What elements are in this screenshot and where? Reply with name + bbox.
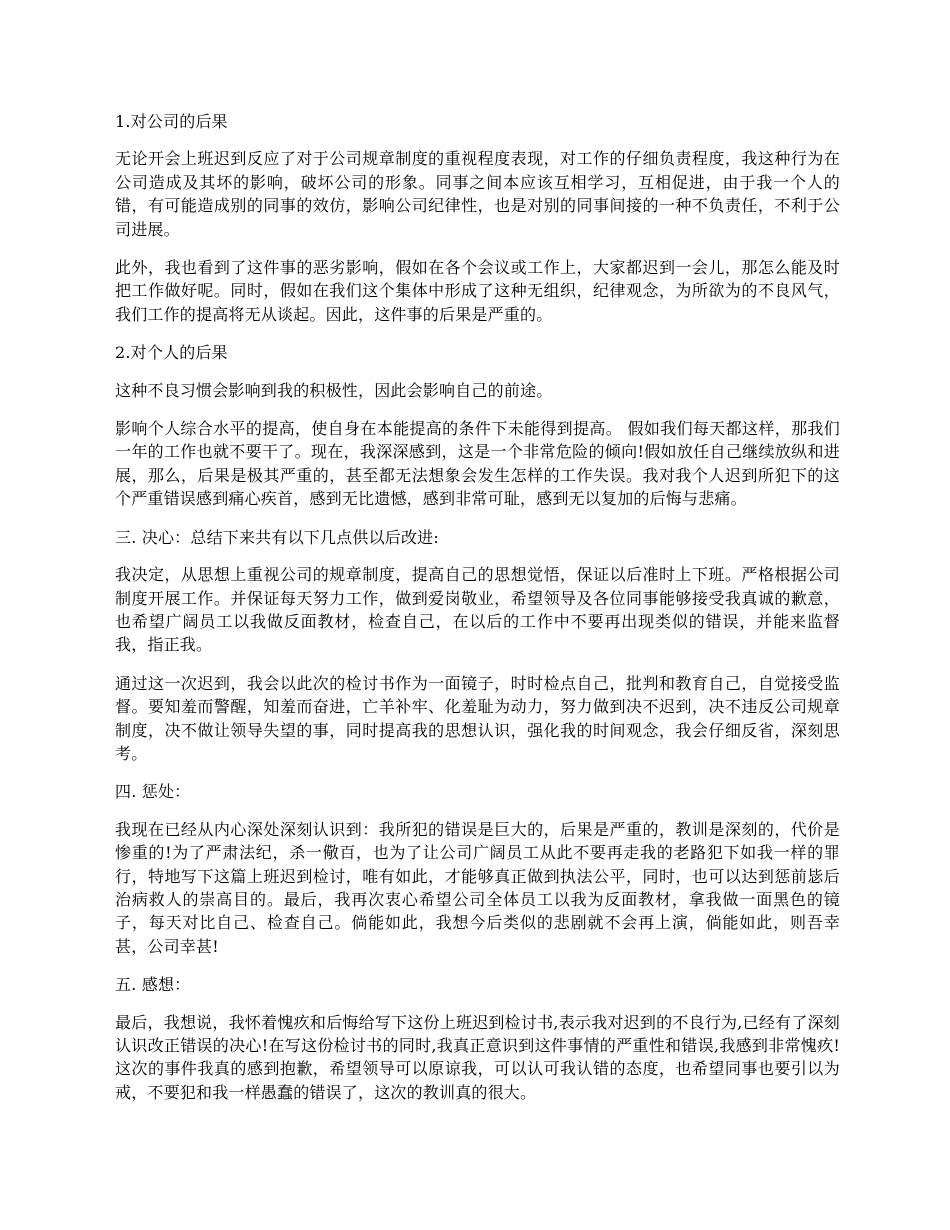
- section-heading-company-consequences: 1.对公司的后果: [115, 112, 228, 131]
- section-heading-reflection: 五. 感想：: [115, 975, 191, 995]
- section-heading-punishment: 四. 惩处：: [115, 782, 191, 802]
- section-heading-personal-consequences: 2.对个人的后果: [115, 343, 228, 363]
- paragraph-resolution-mirror: 通过这一次迟到，我会以此次的检讨书作为一面镜子，时时检点自己，批判和教育自己，自觉接受监督。要知羞而警醒，知羞而奋进，亡羊补牢、化羞耻为动力，努力做到决不迟到，决不违反公司规章制度，决不做让领导失望的事，同时提高我的思想认识，强化我的时间观念，我会仔细反省，深刻思考。: [115, 673, 840, 763]
- paragraph-punishment: 我现在已经从内心深处深刻认识到：我所犯的错误是巨大的，后果是严重的，教训是深刻的，代价是惨重的!为了严肃法纪，杀一儆百，也为了让公司广阔员工从此不要再走我的老路犯下如我一样的罪行，特地写下这篇上班迟到检讨，唯有如此，才能够真正做到执法公平，同时，也可以达到惩前毖后治病救人的崇高目的。最后，我再次衷心希望公司全体员工以我为反面教材，拿我做一面黑色的镜子，每天对比自己、检查自己。倘能如此，我想今后类似的悲剧就不会再上演，倘能如此，则吾幸甚，公司幸甚!: [115, 819, 840, 956]
- paragraph-company-impact: 无论开会上班迟到反应了对于公司规章制度的重视程度表现，对工作的仔细负责程度，我这种行为在公司造成及其坏的影响，破坏公司的形象。同事之间本应该互相学习，互相促进，由于我一个人的错，有可能造成别的同事的效仿，影响公司纪律性，也是对别的同事间接的一种不负责任，不利于公司进展。: [115, 149, 840, 239]
- document-page: [115, 110, 840, 1119]
- paragraph-personal-habit: 这种不良习惯会影响到我的积极性，因此会影响自己的前途。: [115, 380, 553, 400]
- paragraph-personal-impact: 影响个人综合水平的提高，使自身在本能提高的条件下未能得到提高。 假如我们每天都这样，那我们一年的工作也就不要干了。现在，我深深感到，这是一个非常危险的倾向!假如放任自己继续放纵和进展，那么，后果是极其严重的，甚至都无法想象会发生怎样的工作失误。我对我个人迟到所犯下的这个严重错误感到痛心疾首，感到无比遗憾，感到非常可耻，感到无以复加的后悔与悲痛。: [115, 419, 840, 509]
- paragraph-resolution-decision: 我决定，从思想上重视公司的规章制度，提高自己的思想觉悟，保证以后准时上下班。严格根据公司制度开展工作。并保证每天努力工作，做到爱岗敬业，希望领导及各位同事能够接受我真诚的歉意，也希望广阔员工以我做反面教材，检查自己，在以后的工作中不要再出现类似的错误，并能来监督我，指正我。: [115, 565, 840, 655]
- section-heading-resolution: 三. 决心：总结下来共有以下几点供以后改进:: [115, 527, 439, 547]
- paragraph-bad-influence: 此外，我也看到了这件事的恶劣影响，假如在各个会议或工作上，大家都迟到一会儿，那怎么能及时把工作做好呢。同时，假如在我们这个集体中形成了这种无组织，纪律观念，为所欲为的不良风气，我们工作的提高将无从谈起。因此，这件事的后果是严重的。: [115, 258, 840, 324]
- paragraph-reflection: 最后，我想说，我怀着愧疚和后悔给写下这份上班迟到检讨书,表示我对迟到的不良行为,已经有了深刻认识改正错误的决心!在写这份检讨书的同时,我真正意识到这件事情的严重性和错误,我感到非常愧疚!这次的事件我真的感到抱歉，希望领导可以原谅我，可以认可我认错的态度，也希望同事也要引以为戒，不要犯和我一样愚蠢的错误了，这次的教训真的很大。: [115, 1012, 840, 1102]
